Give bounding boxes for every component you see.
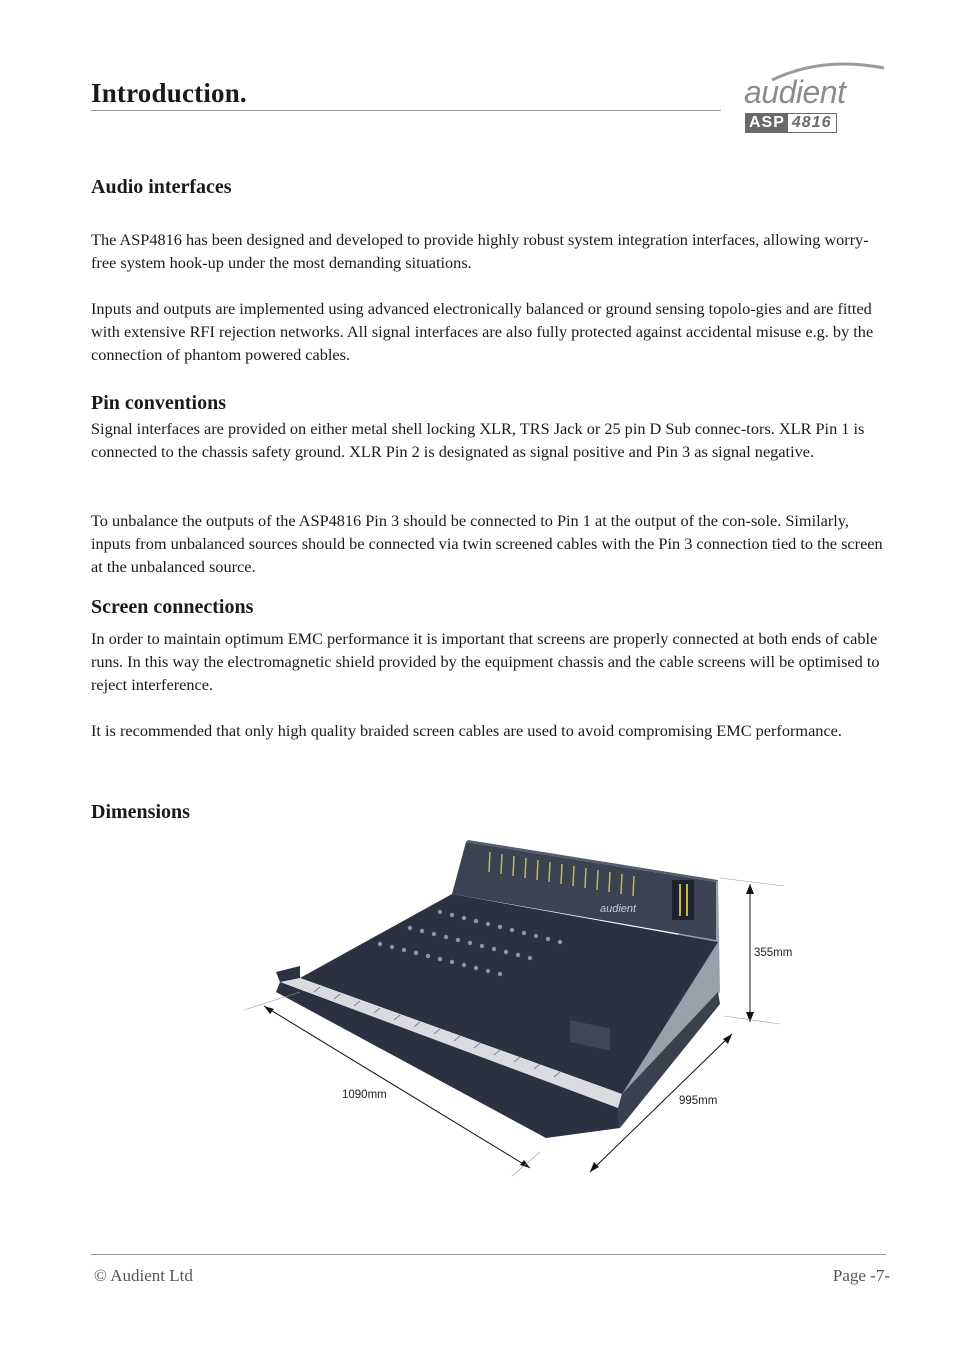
heading-screen-connections: Screen connections [91,596,254,618]
logo-wordmark: audient [744,74,846,110]
heading-dimensions: Dimensions [91,801,190,823]
paragraph-audio-1: The ASP4816 has been designed and developed to provide highly robust system integration interfaces, allowing worry-free system hook-up under the most demanding situations. [91,230,869,272]
logo-model-asp: ASP [746,114,788,132]
title-divider [91,110,721,111]
page-title: Introduction. [91,78,247,108]
logo-model-badge [745,113,837,133]
depth-label: 995mm [679,1095,718,1107]
footer-copyright: © Audient Ltd [94,1266,193,1285]
console-illustration [240,832,800,1192]
audient-logo [742,58,887,134]
master-meter [672,880,694,920]
console-dimensions-figure [240,832,800,1192]
console-logo: audient [600,903,637,915]
heading-audio-interfaces: Audio interfaces [91,176,232,198]
logo-model-number: 4816 [788,114,836,132]
paragraph-pin-2: To unbalance the outputs of the ASP4816 Pin 3 should be connected to Pin 1 at the output of the con-sole. Similarly, inputs from unbalanced sources should be connected via twin screened cables with the Pin 3 connection tied to the screen at the unbalanced source. [91,511,883,576]
heading-pin-conventions: Pin conventions [91,392,227,414]
height-label: 355mm [754,947,793,959]
paragraph-screen-2: It is recommended that only high quality braided screen cables are used to avoid compromising EMC performance. [91,721,842,740]
footer-divider [91,1254,886,1255]
paragraph-screen-1: In order to maintain optimum EMC performance it is important that screens are properly connected at both ends of cable runs. In this way the electromagnetic shield provided by the equipment chassis and the cable screens will be optimised to reject interference. [91,629,880,694]
paragraph-audio-2: Inputs and outputs are implemented using advanced electronically balanced or ground sensing topolo-gies and are fitted with extensive RFI rejection networks. All signal interfaces are also fully protected against accidental misuse e.g. by the connection of phantom powered cables. [91,299,874,364]
width-label: 1090mm [342,1089,387,1101]
paragraph-pin-1: Signal interfaces are provided on either metal shell locking XLR, TRS Jack or 25 pin D Sub connec-tors. XLR Pin 1 is connected to the chassis safety ground. XLR Pin 2 is designated as signal positive and Pin 3 as signal negative. [91,419,865,461]
footer-page-number: Page -7- [832,1266,890,1285]
